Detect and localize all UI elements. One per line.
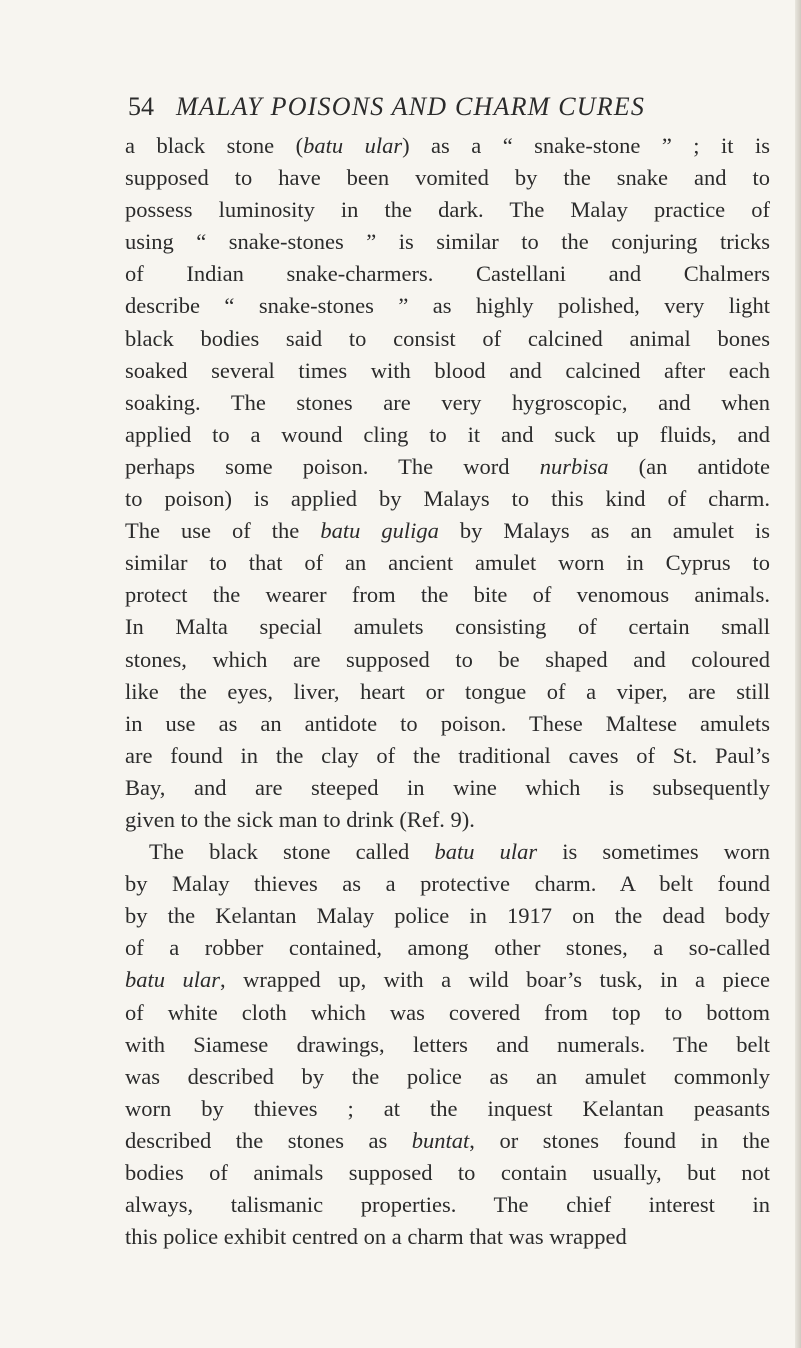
text-line: [125, 515, 770, 547]
text-run: protect the wearer from the bite of venomous animals.: [125, 582, 770, 608]
text-run: like the eyes, liver, heart or tongue of a viper, are still: [125, 678, 770, 704]
text-run: by Malay thieves as a protective charm. A belt found: [125, 871, 770, 897]
text-line: [125, 1125, 770, 1157]
text-run: stones, which are supposed to be shaped and coloured: [125, 646, 770, 672]
text-run: possess luminosity in the dark. The Malay practice of: [125, 197, 770, 223]
text-line: [125, 1189, 770, 1221]
text-run: Bay, and are steeped in wine which is subsequently: [125, 774, 770, 800]
italic-term: batu ular: [303, 133, 403, 158]
running-head-title: MALAY POISONS AND CHARM CURES: [176, 92, 646, 121]
text-run: The use of the: [125, 518, 321, 544]
text-line: [125, 772, 770, 804]
text-run: soaked several times with blood and calcined after each: [125, 357, 770, 383]
text-line: [125, 387, 770, 419]
text-line: [125, 804, 770, 836]
text-line: [125, 611, 770, 643]
text-line: [125, 451, 770, 483]
page-edge-shadow: [795, 0, 801, 1348]
text-run: a black stone (: [125, 133, 304, 158]
text-line: [125, 932, 770, 964]
text-run: applied to a wound cling to it and suck up fluids, and: [125, 421, 770, 447]
text-run: black bodies said to consist of calcined animal bones: [125, 325, 770, 351]
text-run: described the stones as: [125, 1127, 412, 1153]
text-run: , or stones found in the: [469, 1127, 770, 1153]
page-number: 54: [128, 92, 154, 121]
text-run: similar to that of an ancient amulet worn in Cyprus to: [125, 550, 770, 576]
text-run: with Siamese drawings, letters and numerals. The belt: [125, 1031, 770, 1057]
text-line: [125, 130, 770, 162]
text-line: [125, 290, 770, 322]
italic-term: batu ular: [125, 967, 220, 993]
text-run: perhaps some poison. The word: [125, 453, 540, 479]
italic-term: batu guliga: [320, 518, 439, 544]
text-run: in use as an antidote to poison. These Maltese amulets: [125, 710, 770, 736]
body-text: [125, 130, 770, 1253]
text-line: [125, 1221, 770, 1253]
italic-term: nurbisa: [539, 453, 609, 479]
text-line: [125, 226, 770, 258]
text-line: [125, 194, 770, 226]
text-line: [125, 964, 770, 996]
text-line: [125, 836, 770, 868]
text-run: ) as a “ snake-stone ” ; it is: [402, 133, 771, 158]
text-run: always, talismanic properties. The chief interest in: [125, 1192, 770, 1218]
running-head: [128, 92, 768, 122]
text-run: bodies of animals supposed to contain usually, but not: [125, 1160, 770, 1185]
text-run: by the Kelantan Malay police in 1917 on the dead body: [125, 903, 770, 929]
text-run: (an antidote: [608, 453, 770, 479]
italic-term: buntat: [411, 1127, 470, 1153]
text-run: of white cloth which was covered from top to bottom: [125, 999, 770, 1025]
text-line: [125, 1093, 770, 1125]
text-run: In Malta special amulets consisting of certain small: [125, 614, 770, 640]
text-run: is sometimes worn: [537, 839, 770, 865]
text-line: [125, 547, 770, 579]
text-run: this police exhibit centred on a charm that was wrapped: [125, 1224, 627, 1250]
text-run: by Malays as an amulet is: [438, 518, 770, 544]
text-line: [125, 644, 770, 676]
text-line: [125, 868, 770, 900]
text-line: [125, 579, 770, 611]
text-run: supposed to have been vomited by the snake and to: [125, 165, 770, 191]
text-run: was described by the police as an amulet commonly: [125, 1063, 770, 1089]
text-run: worn by thieves ; at the inquest Kelantan peasants: [125, 1095, 770, 1121]
text-line: [125, 483, 770, 515]
text-run: of a robber contained, among other stones, a so-called: [125, 935, 770, 961]
text-line: [125, 258, 770, 290]
text-line: [125, 740, 770, 772]
text-run: to poison) is applied by Malays to this kind of charm.: [125, 486, 770, 512]
text-run: The black stone called: [149, 839, 435, 865]
text-line: [125, 323, 770, 355]
text-line: [125, 676, 770, 708]
text-run: using “ snake-stones ” is similar to the conjuring tricks: [125, 229, 770, 255]
text-line: [125, 419, 770, 451]
text-line: [125, 900, 770, 932]
text-line: [125, 1157, 770, 1189]
text-line: [125, 1029, 770, 1061]
text-line: [125, 997, 770, 1029]
text-line: [125, 708, 770, 740]
text-line: [125, 1061, 770, 1093]
text-run: are found in the clay of the traditional caves of St. Paul’s: [125, 742, 770, 768]
text-run: given to the sick man to drink (Ref. 9).: [125, 806, 475, 832]
text-line: [125, 355, 770, 387]
text-run: of Indian snake-charmers. Castellani and Chalmers: [125, 261, 770, 287]
text-run: soaking. The stones are very hygroscopic, and when: [125, 389, 770, 415]
text-run: describe “ snake-stones ” as highly polished, very light: [125, 293, 770, 319]
italic-term: batu ular: [434, 839, 538, 865]
text-run: , wrapped up, with a wild boar’s tusk, in a piece: [220, 967, 770, 993]
text-line: [125, 162, 770, 194]
